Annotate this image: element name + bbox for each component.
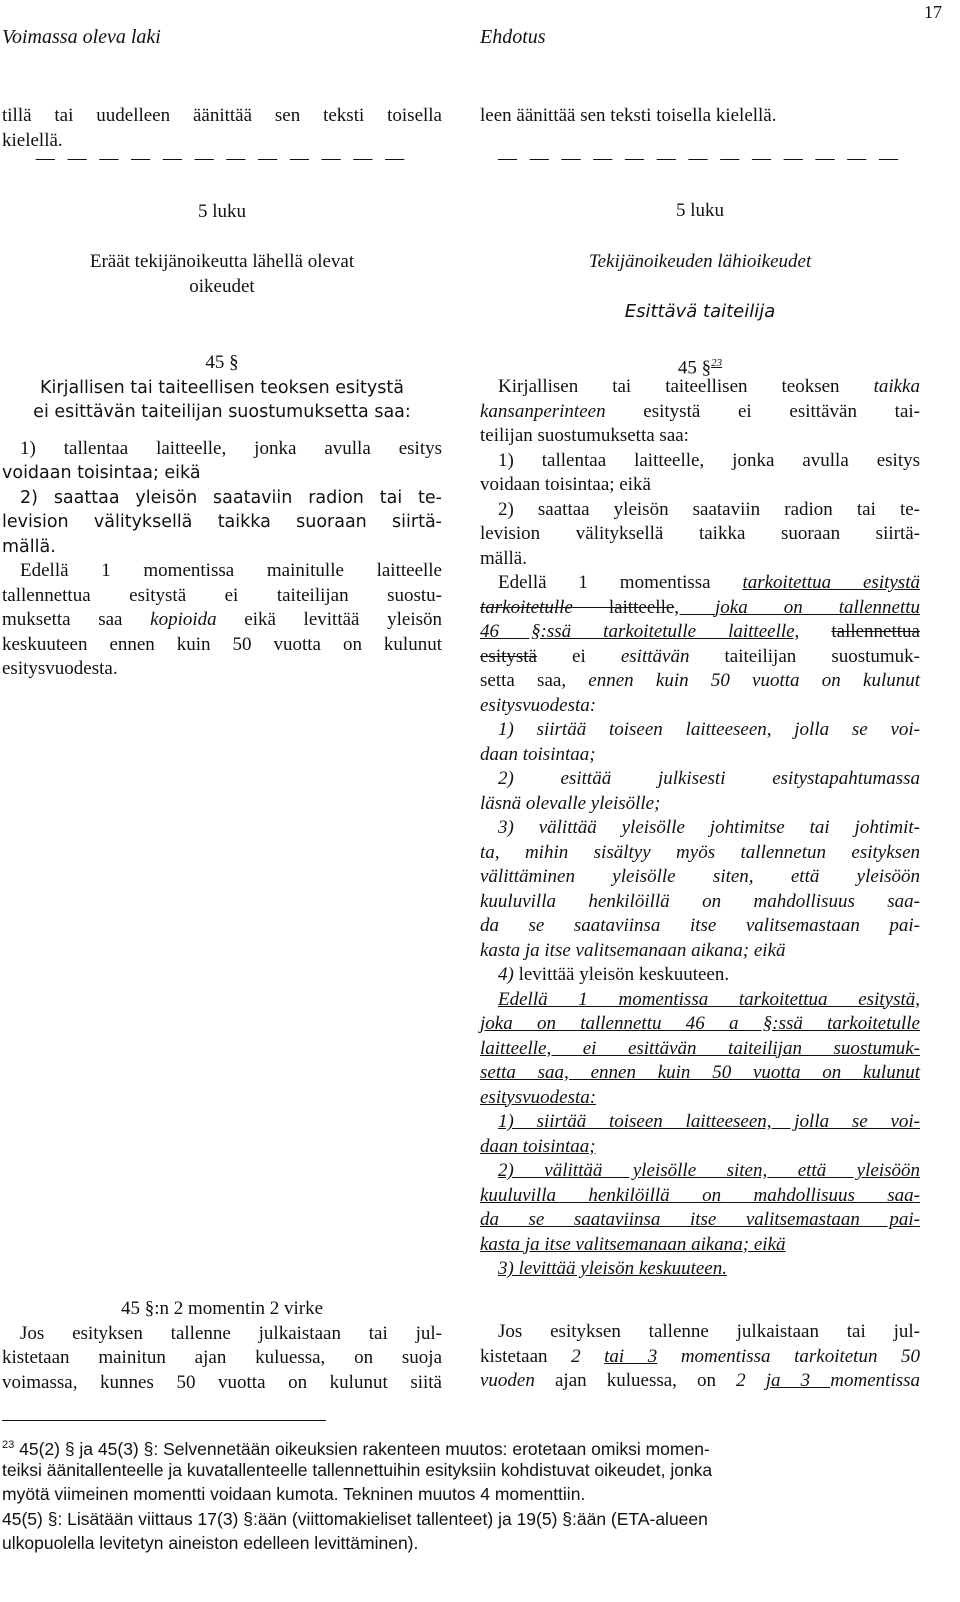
page-number: 17 [924, 2, 942, 22]
footnote [2, 1433, 922, 1556]
chapter-number: 5 luku [197, 200, 247, 222]
footnote-reference: 23 [711, 356, 723, 369]
text-line: esitystä ei esittävän taiteilijan suostumuk- [480, 645, 920, 667]
text-line: voidaan toisintaa; eikä [480, 474, 651, 495]
text-line: mällä. [2, 536, 56, 557]
footnote-line: ulkopuolella levitetyn aineiston edelleen levittäminen). [2, 1533, 419, 1553]
text-line: 1) tallentaa laitteelle, jonka avulla esitys [498, 449, 920, 471]
chapter-title: Eräät tekijänoikeutta lähellä olevat [89, 251, 355, 272]
text-line: 2) esittää julkisesti esitystapahtumassa [498, 768, 920, 789]
current-law-column [2, 104, 442, 682]
text-line: esitysvuodesta. [2, 658, 118, 679]
text-line: kasta ja itse valitsemanaan aikana; eikä [480, 1233, 786, 1255]
chapter-title: oikeudet [189, 275, 255, 297]
text-line: välittäminen yleisölle siten, että yleisöön [480, 866, 920, 887]
text-line: setta saa, ennen kuin 50 vuotta on kulunut [480, 670, 921, 691]
text-line: 3) välittää yleisölle johtimitse tai johtimit- [498, 817, 920, 838]
text-line: kuuluvilla henkilöillä on mahdollisuus saa- [480, 1184, 920, 1206]
text-line: tarkoitetulle laitteelle, joka on tallennettu [480, 596, 920, 618]
text-line: joka on tallennettu 46 a §:ssä tarkoitetulle [480, 1013, 920, 1034]
section-heading: 45 §:n 2 momentin 2 virke [120, 1298, 324, 1319]
text-line: 2) saattaa yleisön saataviin radion tai te- [498, 498, 920, 520]
text-line: kasta ja itse valitsemanaan aikana; eikä [480, 939, 786, 961]
text-line: vuoden ajan kuluessa, on 2 ja 3 momentissa [480, 1370, 921, 1391]
text-line: muksetta saa kopioida eikä levittää yleisön [2, 609, 442, 630]
text-line: keskuuteen ennen kuin 50 vuotta on kulunut [2, 633, 442, 655]
text-line: läsnä olevalle yleisölle; [480, 792, 661, 814]
text-line: Edellä 1 momentissa tarkoitettua esitystä, [498, 988, 920, 1010]
text-line: voimassa, kunnes 50 vuotta on kulunut siitä [2, 1371, 442, 1393]
current-law-section-2 [2, 1297, 442, 1395]
footnote-line: 45(5) §: Lisätään viittaus 17(3) §:ään (viittomakieliset tallenteet) ja 19(5) §:ään (ETA-alueen [2, 1508, 708, 1529]
text-line: tillä tai uudelleen äänittää sen teksti toisella [2, 105, 442, 126]
omission-dashes: — — — — — — — — — — — — — [498, 147, 902, 169]
left-column-header: Voimassa oleva laki [2, 26, 161, 48]
chapter-subtitle: Esittävä taiteilija [624, 301, 776, 322]
text-line: setta saa, ennen kuin 50 vuotta on kulunut [480, 1062, 920, 1083]
text-line: 1) siirtää toiseen laitteeseen, jolla se voi- [498, 1111, 920, 1132]
text-line: 4) levittää yleisön keskuuteen. [498, 964, 730, 985]
text-line: kielellä. [2, 129, 63, 151]
footnote-line: myötä viimeinen momentti voidaan kumota. Tekninen muutos 4 momenttiin. [2, 1484, 586, 1504]
text-line: 2) saattaa yleisön saataviin radion tai te- [20, 487, 442, 508]
text-line: Kirjallisen tai taiteellisen teoksen taikka [498, 376, 920, 397]
text-line: esitysvuodesta: [480, 1086, 597, 1108]
text-line: 46 §:ssä tarkoitetulle laitteelle, tallennettua [480, 621, 920, 642]
text-line: kansanperinteen esitystä ei esittävän tai- [480, 400, 920, 422]
text-line: teilijan suostumuksetta saa: [480, 425, 689, 446]
text-line: esitysvuodesta: [480, 694, 597, 716]
section-heading: 45 § [205, 352, 239, 373]
proposal-column [480, 104, 920, 1282]
text-line: daan toisintaa; [480, 1135, 596, 1157]
text-line: da se saataviinsa itse valitsemastaan pai- [480, 1209, 920, 1230]
text-line: Edellä 1 momentissa mainitulle laitteelle [20, 560, 442, 581]
text-line: voidaan toisintaa; eikä [2, 463, 201, 483]
text-line: kistetaan mainitun ajan kuluessa, on suoja [2, 1347, 442, 1368]
footnote-separator [2, 1420, 326, 1421]
footnote-number: 23 [2, 1439, 15, 1451]
section-heading: 45 §$^{23}$ [677, 356, 723, 378]
text-line: daan toisintaa; [480, 743, 596, 765]
text-line: Kirjallisen tai taiteellisen teoksen esitystä [40, 377, 404, 398]
text-line: levision välityksellä taikka suoraan siirtä- [480, 523, 920, 544]
text-line: laitteelle, ei esittävän taiteilijan suostumuk- [480, 1037, 920, 1059]
text-line: leen äänittää sen teksti toisella kielellä. [480, 105, 777, 126]
text-line: Edellä 1 momentissa tarkoitettua esitystä [498, 572, 920, 593]
proposal-section-2 [480, 1320, 920, 1394]
text-line: Jos esityksen tallenne julkaistaan tai jul- [498, 1321, 920, 1342]
right-column-header: Ehdotus [480, 26, 546, 48]
text-line: 1) tallentaa laitteelle, jonka avulla esitys [20, 437, 442, 459]
footnote-line: $^{23}$ 45(2) § ja 45(3) §: Selvennetään oikeuksien rakenteen muutos: erotetaan omiksi momen- [2, 1438, 710, 1459]
chapter-number: 5 luku [675, 200, 725, 221]
text-line: Jos esityksen tallenne julkaistaan tai jul- [20, 1322, 442, 1344]
text-line: da se saataviinsa itse valitsemastaan pai- [480, 915, 920, 936]
text-line: kuuluvilla henkilöillä on mahdollisuus saa- [480, 890, 920, 912]
omission-dashes: — — — — — — — — — — — — [35, 148, 409, 169]
text-line: tallennettua esitystä ei taiteilijan suostu- [2, 584, 442, 606]
text-line: kistetaan 2 tai 3 momentissa tarkoitetun 50 [480, 1345, 921, 1367]
text-line: 1) siirtää toiseen laitteeseen, jolla se voi- [498, 719, 920, 740]
footnote-line: teiksi äänitallenteelle ja kuvatallenteelle tallennettuihin esityksiin kohdistuvat oikeudet, jonka [2, 1459, 713, 1480]
text-line: levision välityksellä taikka suoraan siirtä- [2, 512, 442, 532]
text-line: 3) levittää yleisön keskuuteen. [498, 1258, 727, 1279]
text-line: ei esittävän taiteilijan suostumuksetta saa: [33, 402, 411, 422]
text-line: 2) välittää yleisölle siten, että yleisöön [498, 1160, 920, 1181]
text-line: mällä. [480, 547, 527, 569]
text-line: ta, mihin sisältyy myös tallennetun esityksen [480, 841, 920, 863]
chapter-title: Tekijänoikeuden lähioikeudet [588, 250, 812, 272]
